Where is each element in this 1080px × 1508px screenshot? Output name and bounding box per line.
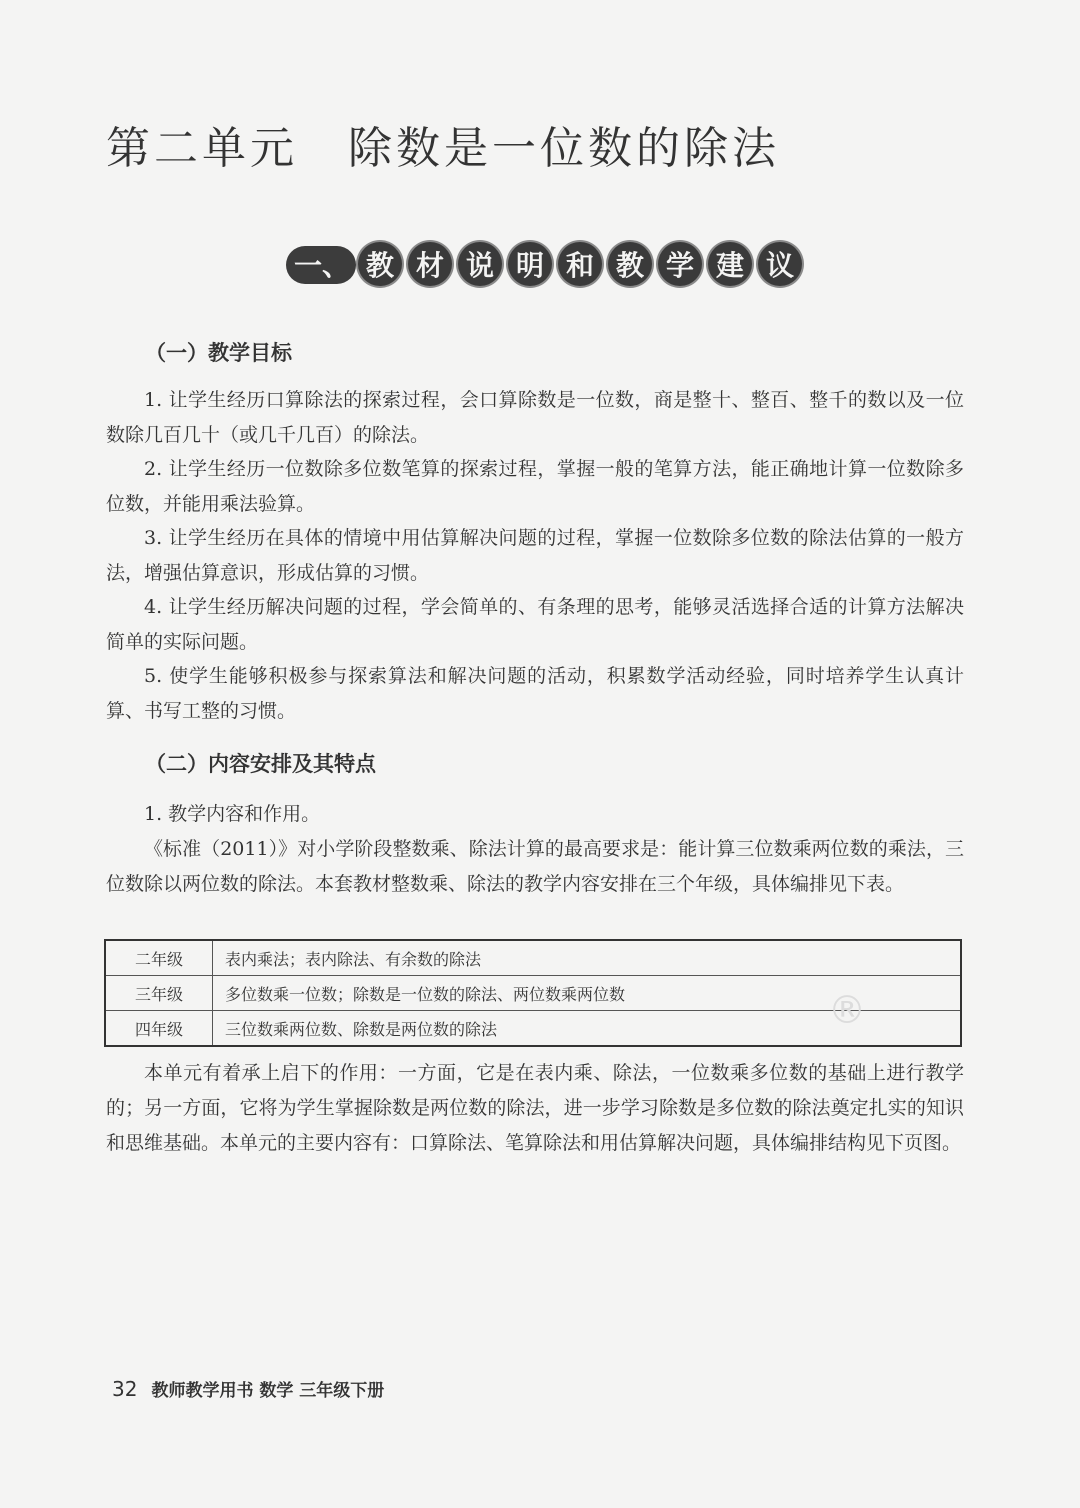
- content-cell: 三位数乘两位数、除数是两位数的除法: [213, 1011, 962, 1047]
- banner-char: 材: [408, 242, 452, 286]
- heading-teaching-goals: （一）教学目标: [145, 341, 292, 365]
- grade-cell: 二年级: [105, 940, 213, 976]
- goal-paragraph: 1. 让学生经历口算除法的探索过程，会口算除数是一位数，商是整十、整百、整千的数以及一位数除几百几十（或几千几百）的除法。: [106, 389, 964, 446]
- grade-cell: 四年级: [105, 1011, 213, 1047]
- content-cell: 多位数乘一位数；除数是一位数的除法、两位数乘两位数: [213, 976, 962, 1011]
- goal-paragraph: 3. 让学生经历在具体的情境中用估算解决问题的过程，掌握一位数除多位数的除法估算的一般方法，增强估算意识，形成估算的习惯。: [106, 527, 964, 584]
- grade-cell: 三年级: [105, 976, 213, 1011]
- content-subheading: 1. 教学内容和作用。: [144, 803, 321, 825]
- unit-title: [106, 112, 780, 176]
- banner-char: 教: [608, 242, 652, 286]
- heading-content-arrangement: （二）内容安排及其特点: [145, 752, 376, 776]
- page-footer: [112, 1376, 384, 1401]
- banner-char: 和: [558, 242, 602, 286]
- page-number: 32: [112, 1377, 138, 1401]
- goal-paragraph: 4. 让学生经历解决问题的过程，学会简单的、有条理的思考，能够灵活选择合适的计算方法解决简单的实际问题。: [106, 596, 964, 653]
- goal-paragraph: 2. 让学生经历一位数除多位数笔算的探索过程，掌握一般的笔算方法，能正确地计算一位数除多位数，并能用乘法验算。: [106, 458, 964, 515]
- goal-paragraph: 5. 使学生能够积极参与探索算法和解决问题的活动，积累数学活动经验，同时培养学生认真计算、书写工整的习惯。: [106, 665, 964, 722]
- registered-watermark: ®: [828, 988, 866, 1032]
- content-cell: 表内乘法；表内除法、有余数的除法: [213, 940, 962, 976]
- banner-char: 明: [508, 242, 552, 286]
- unit-number: 第二单元: [106, 123, 298, 174]
- banner-char: 教: [358, 242, 402, 286]
- banner-char: 一、: [293, 249, 350, 282]
- table-row: [105, 940, 961, 976]
- banner-char: 学: [658, 242, 702, 286]
- content-intro-paragraph: 《标准（2011）》对小学阶段整数乘、除法计算的最高要求是：能计算三位数乘两位数的乘法，三位数除以两位数的除法。本套教材整数乘、除法的教学内容安排在三个年级，具体编排见下表。: [106, 838, 964, 895]
- unit-role-paragraph: 本单元有着承上启下的作用：一方面，它是在表内乘、除法，一位数乘多位数的基础上进行教学的；另一方面，它将为学生掌握除数是两位数的除法，进一步学习除数是多位数的除法奠定扎实的知识和思维基础。本单元的主要内容有：口算除法、笔算除法和用估算解决问题，具体编排结构见下页图。: [106, 1062, 964, 1154]
- banner-char: 建: [708, 242, 752, 286]
- book-title: 教师教学用书 数学 三年级下册: [151, 1381, 385, 1401]
- banner-chars: [292, 236, 808, 286]
- unit-name: 除数是一位数的除法: [348, 123, 780, 174]
- section-banner: [286, 236, 794, 292]
- banner-char: 说: [458, 242, 502, 286]
- banner-char: 议: [758, 242, 802, 286]
